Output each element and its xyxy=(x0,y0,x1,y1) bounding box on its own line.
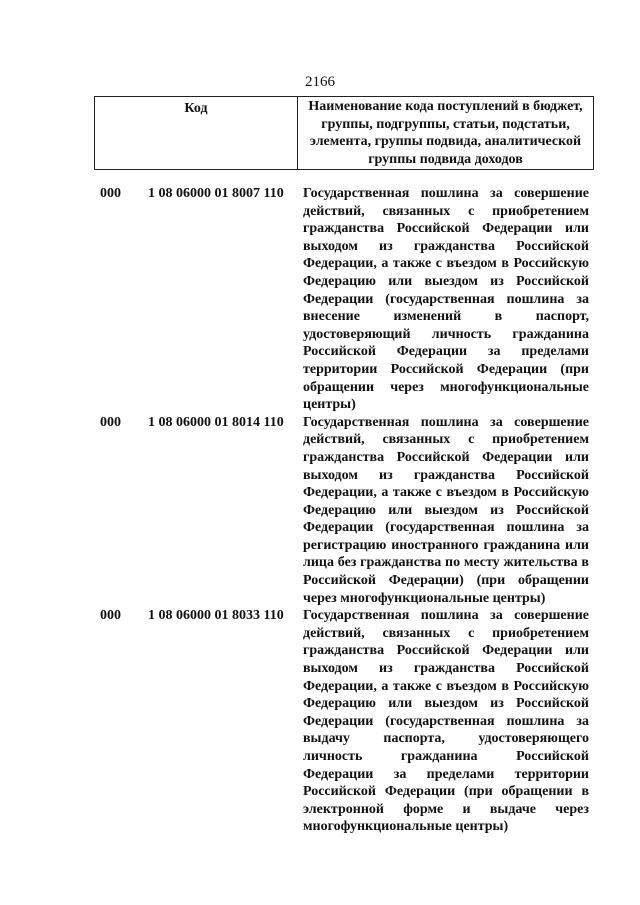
table-row xyxy=(100,607,592,836)
row-income-code: 1 08 06000 01 8033 110 xyxy=(148,608,284,624)
table-body xyxy=(100,185,592,836)
row-admin-code: 000 xyxy=(100,186,121,201)
row-income-code: 1 08 06000 01 8007 110 xyxy=(148,186,284,201)
row-admin-code: 000 xyxy=(100,608,121,624)
header-code-label: Код xyxy=(95,97,298,169)
page-number: 2166 xyxy=(305,74,335,90)
header-name-label: Наименование кода поступлений в бюджет, группы, подгруппы, статьи, подстатьи, элемента, группы подвида, аналитической группы подвида доходов xyxy=(308,99,583,167)
row-description: Государственная пошлина за совершение действий, связанных с приобретением гражданства Российской Федерации или выходом из гражданства Российской Федерации, а также с въездом в Российскую Федерацию или выездом из Российской Федерации (государственная пошлина за внесение изменений в паспорт, удостоверяющий личность гражданина Российской Федерации за пределами территории Российской Федерации (при обращении через многофункциональные центры) xyxy=(303,186,589,413)
table-row xyxy=(100,185,592,414)
row-description: Государственная пошлина за совершение действий, связанных с приобретением гражданства Российской Федерации или выходом из гражданства Российской Федерации, а также с въездом в Российскую Федерацию или выездом из Российской Федерации (государственная пошлина за регистрацию иностранного гражданина или лица без гражданства по месту жительства в Российской Федерации) (при обращении через многофункциональные центры) xyxy=(303,414,589,606)
row-income-code: 1 08 06000 01 8014 110 xyxy=(148,414,284,430)
table-row xyxy=(100,414,592,608)
row-description: Государственная пошлина за совершение действий, связанных с приобретением гражданства Российской Федерации или выходом из гражданства Российской Федерации, а также с въездом в Российскую Федерацию или выездом из Российской Федерации (государственная пошлина за выдачу паспорта, удостоверяющего личность гражданина Российской Федерации за пределами территории Российской Федерации (при обращении в электронной форме и выдаче через многофункциональные центры) xyxy=(303,608,589,835)
table-header xyxy=(94,96,594,170)
row-admin-code: 000 xyxy=(100,414,121,430)
